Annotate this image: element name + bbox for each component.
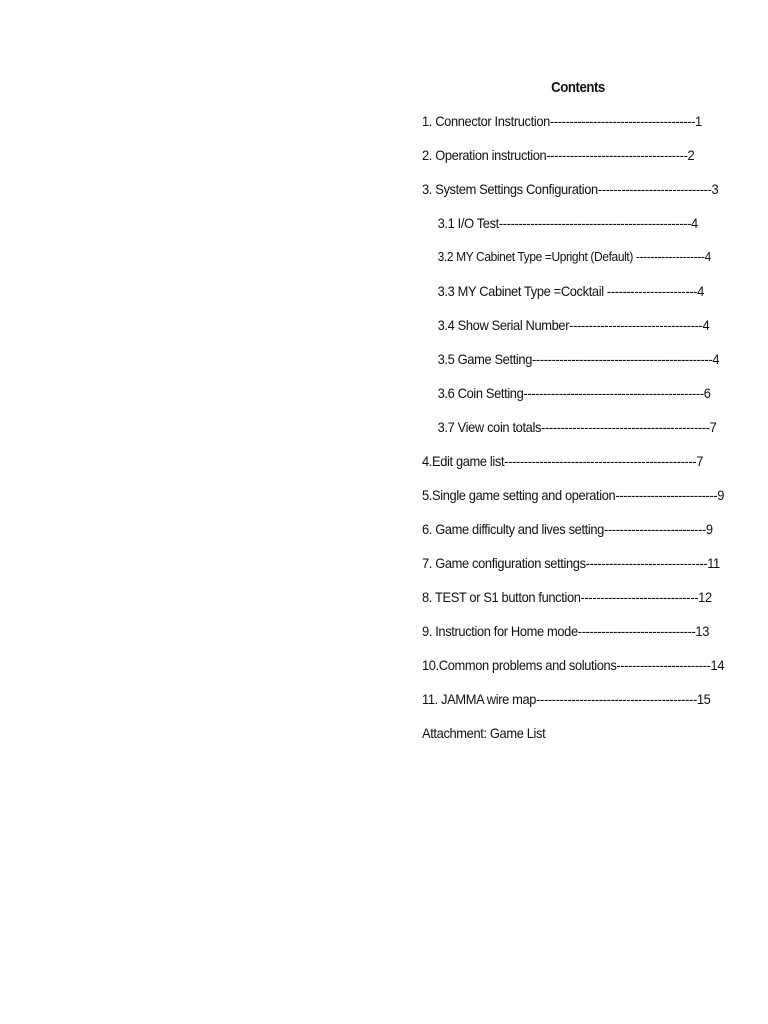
- toc-entry-test-button-function: 8. TEST or S1 button function------------------------------12: [422, 589, 712, 605]
- toc-entry-game-setting: 3.5 Game Setting----------------------------------------------4: [437, 351, 720, 367]
- toc-entry-cabinet-upright: 3.2 MY Cabinet Type =Upright (Default) -------------------4: [437, 249, 711, 264]
- toc-entry-home-mode: 9. Instruction for Home mode------------------------------13: [422, 623, 710, 639]
- toc-entry-attachment-game-list: Attachment: Game List: [422, 725, 546, 741]
- toc-entry-system-settings: 3. System Settings Configuration-----------------------------3: [422, 181, 719, 197]
- toc-entry-connector-instruction: 1. Connector Instruction-------------------------------------1: [422, 113, 702, 129]
- toc-entry-game-configuration: 7. Game configuration settings-------------------------------11: [422, 555, 720, 571]
- toc-entry-edit-game-list: 4.Edit game list-------------------------------------------------7: [422, 453, 704, 469]
- toc-entry-single-game-setting: 5.Single game setting and operation--------------------------9: [422, 487, 725, 503]
- toc-entry-show-serial-number: 3.4 Show Serial Number----------------------------------4: [437, 317, 710, 333]
- toc-entry-view-coin-totals: 3.7 View coin totals-------------------------------------------7: [437, 419, 717, 435]
- toc-entry-operation-instruction: 2. Operation instruction------------------------------------2: [422, 147, 695, 163]
- toc-entry-game-difficulty: 6. Game difficulty and lives setting--------------------------9: [422, 521, 713, 537]
- table-of-contents: [422, 76, 734, 756]
- toc-entry-common-problems: 10.Common problems and solutions------------------------14: [422, 657, 725, 673]
- toc-entry-jamma-wire-map: 11. JAMMA wire map-----------------------------------------15: [422, 691, 711, 707]
- toc-entry-io-test: 3.1 I/O Test-------------------------------------------------4: [437, 215, 698, 231]
- toc-entry-coin-setting: 3.6 Coin Setting----------------------------------------------6: [437, 385, 711, 401]
- toc-entry-cabinet-cocktail: 3.3 MY Cabinet Type =Cocktail -----------------------4: [437, 283, 704, 299]
- contents-title: Contents: [551, 79, 605, 96]
